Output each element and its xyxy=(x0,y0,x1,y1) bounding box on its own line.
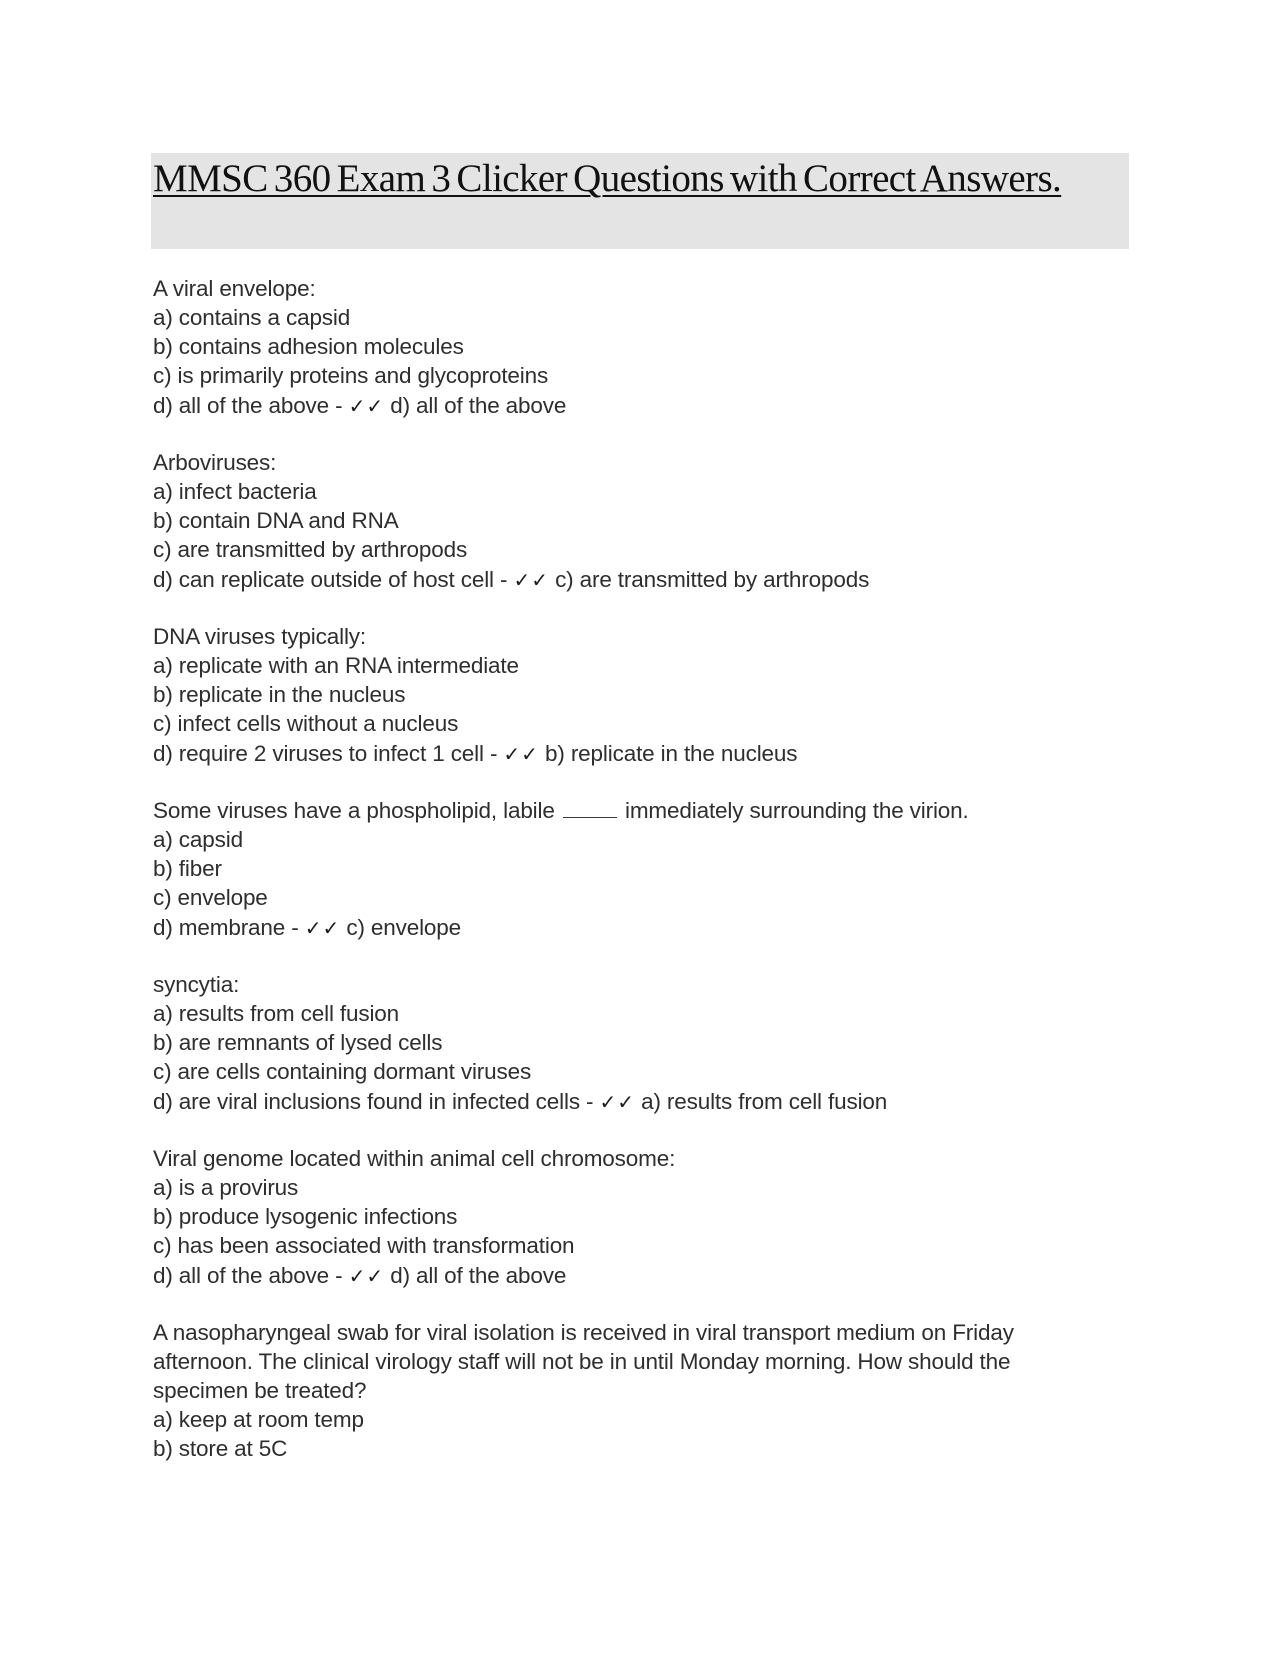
option-b: b) are remnants of lysed cells xyxy=(153,1030,443,1055)
fill-in-blank xyxy=(563,799,617,818)
question-stem-line-3: specimen be treated? xyxy=(153,1378,367,1403)
double-check-icon: ✓✓ xyxy=(348,1264,385,1288)
option-a: a) contains a capsid xyxy=(153,305,351,330)
option-a: a) capsid xyxy=(153,827,243,852)
correct-answer: d) all of the above xyxy=(390,1263,567,1288)
correct-answer: a) results from cell fusion xyxy=(641,1089,888,1114)
option-d: d) membrane - xyxy=(153,915,299,940)
question-1 xyxy=(153,274,1113,422)
question-stem: Arboviruses: xyxy=(153,450,277,475)
question-stem-end: immediately surrounding the virion. xyxy=(624,798,969,823)
option-d: d) can replicate outside of host cell - xyxy=(153,567,508,592)
option-a: a) replicate with an RNA intermediate xyxy=(153,653,519,678)
option-b: b) fiber xyxy=(153,856,222,881)
option-d-with-answer xyxy=(153,738,1113,770)
option-c: c) is primarily proteins and glycoproteins xyxy=(153,363,549,388)
option-d-with-answer xyxy=(153,564,1113,596)
option-a: a) results from cell fusion xyxy=(153,1001,400,1026)
double-check-icon: ✓✓ xyxy=(304,916,341,940)
option-d-with-answer xyxy=(153,390,1113,422)
double-check-icon: ✓✓ xyxy=(348,394,385,418)
question-6 xyxy=(153,1144,1113,1292)
question-stem: A viral envelope: xyxy=(153,276,316,301)
option-b: b) produce lysogenic infections xyxy=(153,1204,458,1229)
question-stem-start: Some viruses have a phospholipid, labile xyxy=(153,798,555,823)
option-a: a) keep at room temp xyxy=(153,1407,364,1432)
option-b: b) contains adhesion molecules xyxy=(153,334,464,359)
question-stem: syncytia: xyxy=(153,972,240,997)
double-check-icon: ✓✓ xyxy=(599,1090,635,1114)
option-c: c) are transmitted by arthropods xyxy=(153,537,468,562)
option-d: d) require 2 viruses to infect 1 cell - xyxy=(153,741,498,766)
question-stem: Viral genome located within animal cell chromosome: xyxy=(153,1146,676,1171)
option-d: d) are viral inclusions found in infected cells - xyxy=(153,1089,594,1114)
option-c: c) has been associated with transformation xyxy=(153,1233,575,1258)
option-d-with-answer xyxy=(153,1086,1113,1118)
option-c: c) infect cells without a nucleus xyxy=(153,711,459,736)
option-a: a) infect bacteria xyxy=(153,479,317,504)
option-c: c) are cells containing dormant viruses xyxy=(153,1059,532,1084)
question-stem-line-1: A nasopharyngeal swab for viral isolation is received in viral transport medium on Friday xyxy=(153,1320,1014,1345)
option-a: a) is a provirus xyxy=(153,1175,299,1200)
correct-answer: c) are transmitted by arthropods xyxy=(555,567,870,592)
question-stem: DNA viruses typically: xyxy=(153,624,367,649)
question-3 xyxy=(153,622,1113,770)
option-d: d) all of the above - xyxy=(153,1263,343,1288)
double-check-icon: ✓✓ xyxy=(513,568,549,592)
correct-answer: b) replicate in the nucleus xyxy=(545,741,798,766)
option-d: d) all of the above - xyxy=(153,393,343,418)
question-stem-line-2: afternoon. The clinical virology staff will not be in until Monday morning. How should the xyxy=(153,1349,1011,1374)
option-b: b) replicate in the nucleus xyxy=(153,682,406,707)
question-4 xyxy=(153,796,1113,944)
option-d-with-answer xyxy=(153,912,1113,944)
question-5 xyxy=(153,970,1113,1118)
option-b: b) contain DNA and RNA xyxy=(153,508,399,533)
question-list xyxy=(153,274,1113,1489)
title-band xyxy=(151,153,1129,249)
double-check-icon: ✓✓ xyxy=(503,742,539,766)
question-2 xyxy=(153,448,1113,596)
document-title: MMSC 360 Exam 3 Clicker Questions with Correct Answers. xyxy=(153,157,1062,200)
option-d-with-answer xyxy=(153,1260,1113,1292)
question-7 xyxy=(153,1318,1113,1463)
correct-answer: d) all of the above xyxy=(390,393,567,418)
correct-answer: c) envelope xyxy=(346,915,462,940)
option-b: b) store at 5C xyxy=(153,1436,288,1461)
option-c: c) envelope xyxy=(153,885,268,910)
question-stem xyxy=(153,796,1113,825)
